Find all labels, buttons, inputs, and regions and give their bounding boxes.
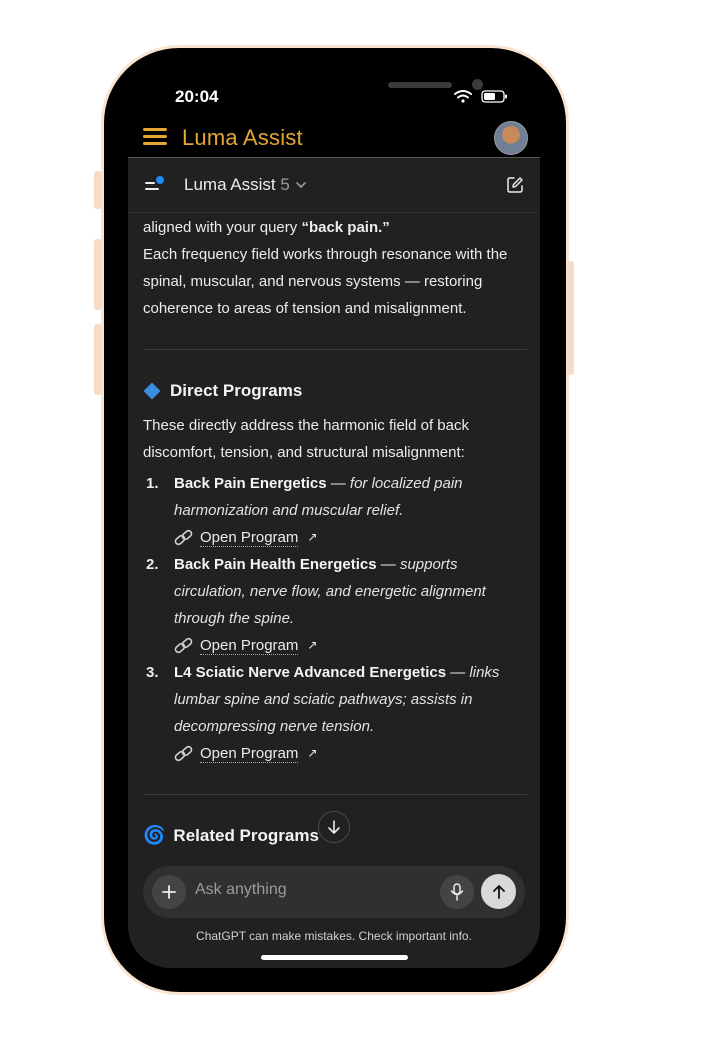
plus-icon (161, 884, 177, 900)
battery-icon (482, 91, 507, 102)
arrow-down-icon (327, 819, 341, 835)
intro-line (143, 214, 527, 241)
open-program-label[interactable]: Open Program (200, 744, 299, 762)
program-list (143, 470, 527, 767)
status-icons (453, 89, 513, 110)
cyclone-icon: 🌀 (143, 825, 166, 845)
disclaimer: ChatGPT can make mistakes. Check important info. (196, 929, 472, 943)
open-program-link[interactable] (174, 632, 527, 659)
blue-diamond-icon (144, 382, 161, 399)
program-dash: — (446, 664, 470, 681)
add-attachment-button[interactable] (152, 875, 186, 909)
intro-prefix: aligned with your query (143, 219, 302, 236)
program-name: Back Pain Health Energetics (174, 556, 377, 573)
link-icon (174, 637, 194, 655)
app-header (128, 113, 540, 158)
program-item (143, 659, 527, 767)
speaker-grille (388, 82, 452, 88)
program-item (143, 470, 527, 551)
program-item (143, 551, 527, 659)
assistant-message (143, 214, 527, 849)
intro-body: Each frequency field works through resonance with the spinal, muscular, and nervous systems — restoring coherence to areas of tension and misalignment. (143, 246, 508, 317)
open-program-label[interactable]: Open Program (200, 528, 299, 546)
program-description: supports circulation, nerve flow, and energetic alignment through the spine. (174, 556, 486, 627)
model-selector[interactable] (184, 175, 307, 195)
voice-input-button[interactable] (440, 875, 474, 909)
arrow-up-icon (492, 884, 506, 900)
external-arrow-icon: ↗ (307, 746, 318, 760)
model-version: 5 (280, 175, 290, 194)
hamburger-menu-icon[interactable] (143, 128, 167, 146)
program-number: 2. (146, 556, 159, 573)
power-button (567, 261, 574, 375)
link-icon (174, 529, 194, 547)
chevron-down-icon (295, 180, 307, 190)
link-icon (174, 745, 194, 763)
wifi-icon (455, 91, 471, 103)
program-name: Back Pain Energetics (174, 475, 327, 492)
status-time: 20:04 (175, 87, 219, 106)
section-heading-direct (143, 377, 527, 404)
intro-query: “back pain.” (301, 219, 390, 236)
program-description: links lumbar spine and sciatic pathways; assists in decompressing nerve tension. (174, 664, 500, 735)
direct-heading-text: Direct Programs (170, 381, 303, 400)
external-arrow-icon: ↗ (307, 530, 318, 544)
chat-header (128, 158, 540, 213)
microphone-icon (450, 883, 464, 901)
home-indicator (261, 955, 408, 960)
direct-description: These directly address the harmonic field of back discomfort, tension, and structural misalignment: (143, 417, 469, 461)
avatar[interactable] (494, 121, 528, 155)
send-button[interactable] (481, 874, 516, 909)
new-chat-icon[interactable] (506, 176, 524, 194)
sidebar-toggle-icon[interactable] (144, 176, 166, 194)
model-name: Luma Assist (184, 175, 276, 194)
app-title: Luma Assist (182, 125, 303, 150)
composer (143, 866, 525, 918)
volume-down-button (94, 324, 102, 395)
open-program-link[interactable] (174, 740, 527, 767)
scroll-down-button[interactable] (318, 811, 350, 843)
notch (217, 73, 452, 105)
mute-switch (94, 171, 102, 209)
program-name: L4 Sciatic Nerve Advanced Energetics (174, 664, 447, 681)
phone-screen (128, 73, 540, 968)
related-heading-text: Related Programs (173, 826, 319, 845)
volume-up-button (94, 239, 102, 310)
open-program-link[interactable] (174, 524, 527, 551)
program-description: for localized pain harmonization and muscular relief. (174, 475, 463, 519)
external-arrow-icon: ↗ (307, 638, 318, 652)
program-number: 1. (146, 475, 159, 492)
program-dash: — (326, 475, 350, 492)
program-number: 3. (146, 664, 159, 681)
message-input[interactable]: Ask anything (195, 881, 287, 898)
program-dash: — (376, 556, 400, 573)
open-program-label[interactable]: Open Program (200, 636, 299, 654)
